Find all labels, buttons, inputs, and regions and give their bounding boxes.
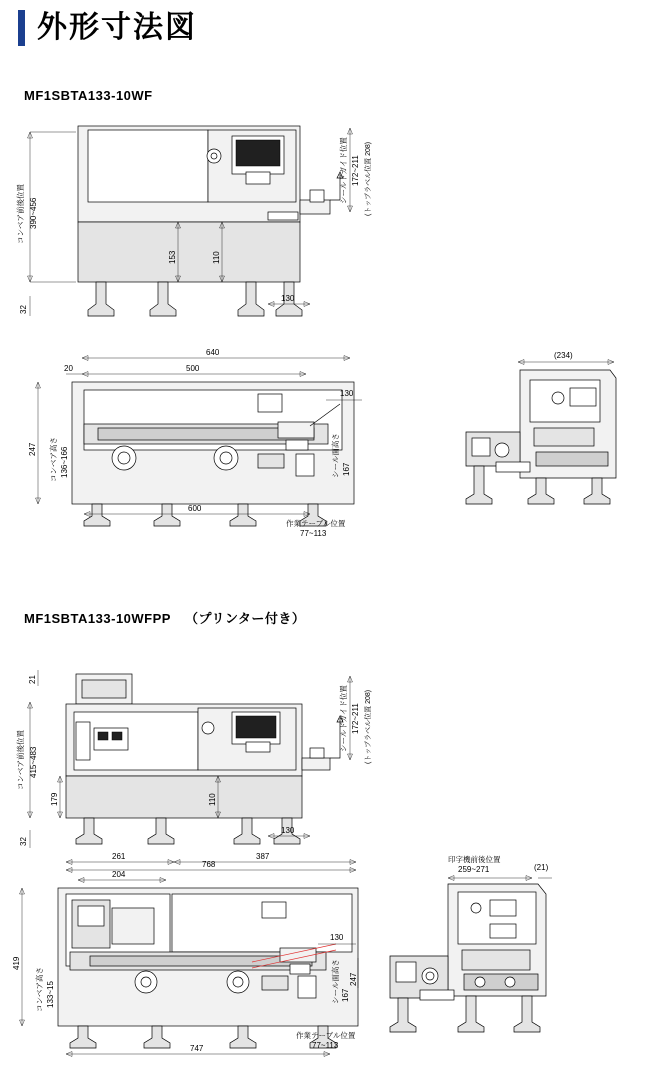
label-seal-face-pp: シール面高さ [331, 959, 340, 1004]
value-204: 204 [112, 870, 126, 879]
value-top-label: (トップラベル位置 208) [365, 141, 372, 216]
value-seal-face: 167 [342, 462, 351, 476]
label-seal-guide: シールドガイド位置 [339, 137, 348, 204]
model-name-wfpp: MF1SBTA133-10WFPP [24, 611, 171, 626]
value-work-table: 77~113 [300, 529, 327, 538]
value-261: 261 [112, 852, 126, 861]
label-conveyor-height-pp: コンベア高さ [35, 967, 44, 1012]
label-conveyor-height: コンベア高さ [49, 437, 58, 482]
value-179: 179 [50, 792, 59, 806]
value-130-top: 130 [340, 389, 354, 398]
label-work-table: 作業テーブル位置 [286, 519, 346, 528]
drawing-wf-side [410, 336, 645, 551]
drawing-wf-top [10, 336, 410, 551]
value-110-pp: 110 [208, 793, 217, 806]
label-seal-face: シール面高さ [331, 433, 340, 478]
model-title-wf [24, 88, 153, 103]
page-title: 外形寸法図 [37, 11, 197, 44]
value-seal-guide-pp: 172~211 [351, 703, 360, 734]
model-suffix-wfpp: （プリンター付き） [184, 611, 306, 626]
value-747: 747 [190, 1044, 204, 1053]
value-top-label-pp: (トップラベル位置 208) [365, 689, 372, 764]
value-234: (234) [554, 351, 573, 360]
value-419: 419 [12, 956, 21, 970]
value-130: 130 [281, 294, 295, 303]
value-500: 500 [186, 364, 200, 373]
value-conveyor-height: 136~166 [60, 446, 69, 478]
value-600: 600 [188, 504, 202, 513]
drawing-wfpp-top [0, 848, 400, 1078]
model-title-wfpp [24, 608, 305, 627]
value-768: 768 [202, 860, 216, 869]
value-21: 21 [28, 675, 37, 684]
drawing-wfpp-front [10, 660, 410, 860]
value-130-pp-top: 130 [330, 933, 344, 942]
page-header [18, 10, 197, 46]
value-seal-guide: 172~211 [351, 155, 360, 186]
value-32-pp: 32 [19, 837, 28, 846]
value-387: 387 [256, 852, 270, 861]
value-seal-face-pp: 167 [341, 988, 350, 1002]
value-conveyor-position-pp: 415~483 [29, 746, 38, 778]
value-32: 32 [19, 305, 28, 314]
value-20: 20 [64, 364, 73, 373]
drawing-wf-front [10, 104, 410, 334]
value-conveyor-height-pp: 133~15 [46, 981, 55, 1008]
value-247-pp: 247 [349, 972, 358, 986]
value-21-pp-side: (21) [534, 863, 549, 872]
label-conveyor-position: コンベア前後位置 [16, 184, 25, 244]
header-accent-bar [18, 10, 25, 46]
drawing-wfpp-side [370, 848, 650, 1078]
value-110: 110 [212, 251, 221, 264]
label-seal-guide-pp: シールドガイド位置 [339, 685, 348, 752]
value-printer-position: 259~271 [458, 865, 490, 874]
value-130-pp: 130 [281, 826, 295, 835]
value-153: 153 [168, 250, 177, 264]
model-name-wf: MF1SBTA133-10WF [24, 88, 153, 103]
label-printer-position: 印字機前後位置 [448, 855, 501, 864]
value-640: 640 [206, 348, 220, 357]
value-247: 247 [28, 442, 37, 456]
value-conveyor-position: 390~456 [29, 197, 38, 229]
label-conveyor-position-pp: コンベア前後位置 [16, 730, 25, 790]
label-work-table-pp: 作業テーブル位置 [296, 1031, 356, 1040]
value-work-table-pp: 77~113 [312, 1041, 339, 1050]
